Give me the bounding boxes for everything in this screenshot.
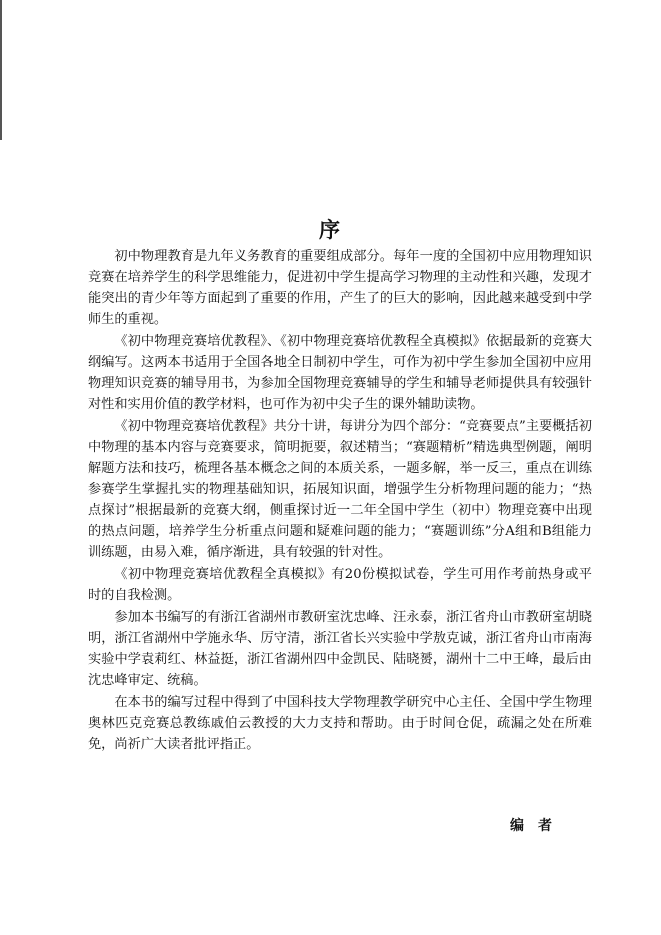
paragraph: 《初中物理竞赛培优教程》、《初中物理竞赛培优教程全真模拟》依据最新的竞赛大纲编写。这两本书适用于全国各地全日制初中学生，可作为初中学生参加全国初中应用物理知识竞赛的辅导用书，为参加全国物理竞赛辅导的学生和辅导老师提供具有较强针对性和实用价值的教学材料，也可作为初中尖子生的课外辅助读物。 [88,334,592,412]
paragraph: 参加本书编写的有浙江省湖州市教研室沈忠峰、汪永泰，浙江省舟山市教研室胡晓明，浙江省湖州中学施永华、厉守清，浙江省长兴实验中学敖克诚，浙江省舟山市南海实验中学袁莉红、林益挺，浙江省湖州四中金凯民、陆晓赟，湖州十二中王峰，最后由沈忠峰审定、统稿。 [88,610,592,688]
page-title: 序 [319,217,342,243]
preface-body [88,246,592,756]
page-edge-line [0,0,2,140]
paragraph: 《初中物理竞赛培优教程全真模拟》有20份模拟试卷，学生可用作考前热身或平时的自我检测。 [88,567,592,603]
paragraph: 《初中物理竞赛培优教程》共分十讲，每讲分为四个部分：“竞赛要点”主要概括初中物理的基本内容与竞赛要求，简明扼要，叙述精当；“赛题精析”精选典型例题，阐明解题方法和技巧，梳理各基本概念之间的本质关系，一题多解，举一反三，重点在训练参赛学生掌握扎实的物理基础知识，拓展知识面，增强学生分析物理问题的能力；“热点探讨”根据最新的竞赛大纲，侧重探讨近一二年全国中学生（初中）物理竞赛中出现的热点问题，培养学生分析重点问题和疑难问题的能力；“赛题训练”分A组和B组能力训练题，由易入难，循序渐进，具有较强的针对性。 [88,419,592,560]
paragraph: 在本书的编写过程中得到了中国科技大学物理教学研究中心主任、全国中学生物理奥林匹克竞赛总教练戚伯云教授的大力支持和帮助。由于时间仓促，疏漏之处在所难免，尚祈广大读者批评指正。 [88,695,592,752]
paragraph: 初中物理教育是九年义务教育的重要组成部分。每年一度的全国初中应用物理知识竞赛在培养学生的科学思维能力，促进初中学生提高学习物理的主动性和兴趣，发现才能突出的青少年等方面起到了重要的作用，产生了的巨大的影响，因此越来越受到中学师生的重视。 [88,249,592,327]
author-signature: 编者 [510,818,566,834]
